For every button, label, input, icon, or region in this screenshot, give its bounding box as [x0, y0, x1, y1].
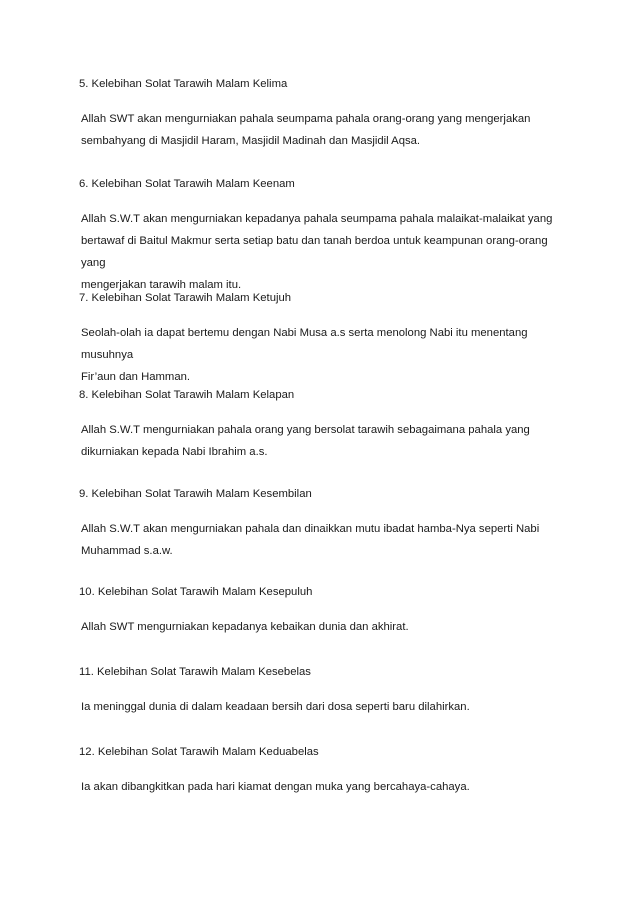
section-body [79, 518, 568, 562]
section-5 [79, 76, 568, 152]
section-body [79, 108, 568, 152]
body-line: dikurniakan kepada Nabi Ibrahim a.s. [81, 446, 268, 458]
section-heading: 12. Kelebihan Solat Tarawih Malam Keduabelas [79, 746, 319, 758]
section-heading: 8. Kelebihan Solat Tarawih Malam Kelapan [79, 389, 295, 401]
section-body [79, 776, 568, 798]
section-heading: 5. Kelebihan Solat Tarawih Malam Kelima [79, 78, 288, 90]
body-line: Fir’aun dan Hamman. [81, 371, 191, 383]
section-7 [79, 290, 568, 388]
body-line: mengerjakan tarawih malam itu. [81, 279, 242, 291]
section-heading: 10. Kelebihan Solat Tarawih Malam Kesepuluh [79, 586, 313, 598]
section-12 [79, 744, 568, 798]
section-heading: 9. Kelebihan Solat Tarawih Malam Kesembilan [79, 488, 312, 500]
body-line: Allah SWT mengurniakan kepadanya kebaikan dunia dan akhirat. [81, 621, 409, 633]
body-line: Allah SWT akan mengurniakan pahala seumpama pahala orang-orang yang mengerjakan [81, 113, 531, 125]
body-line: bertawaf di Baitul Makmur serta setiap batu dan tanah berdoa untuk keampunan orang-orang yang [81, 235, 548, 269]
section-10 [79, 584, 568, 638]
section-body [79, 696, 568, 718]
body-line: Seolah-olah ia dapat bertemu dengan Nabi Musa a.s serta menolong Nabi itu menentang musuhnya [81, 327, 528, 361]
section-6 [79, 176, 568, 296]
section-heading: 6. Kelebihan Solat Tarawih Malam Keenam [79, 178, 295, 190]
section-heading: 7. Kelebihan Solat Tarawih Malam Ketujuh [79, 292, 292, 304]
section-11 [79, 664, 568, 718]
body-line: Muhammad s.a.w. [81, 545, 173, 557]
body-line: Ia akan dibangkitkan pada hari kiamat dengan muka yang bercahaya-cahaya. [81, 781, 470, 793]
section-body [79, 616, 568, 638]
body-line: Allah S.W.T akan mengurniakan kepadanya pahala seumpama pahala malaikat-malaikat yang [81, 213, 553, 225]
section-8 [79, 387, 568, 463]
section-body [79, 419, 568, 463]
body-line: sembahyang di Masjidil Haram, Masjidil Madinah dan Masjidil Aqsa. [81, 135, 421, 147]
section-body [79, 208, 568, 296]
body-line: Ia meninggal dunia di dalam keadaan bersih dari dosa seperti baru dilahirkan. [81, 701, 470, 713]
body-line: Allah S.W.T mengurniakan pahala orang yang bersolat tarawih sebagaimana pahala yang [81, 424, 530, 436]
body-line: Allah S.W.T akan mengurniakan pahala dan dinaikkan mutu ibadat hamba-Nya seperti Nabi [81, 523, 540, 535]
section-9 [79, 486, 568, 562]
section-heading: 11. Kelebihan Solat Tarawih Malam Kesebelas [79, 666, 311, 678]
section-body [79, 322, 568, 388]
